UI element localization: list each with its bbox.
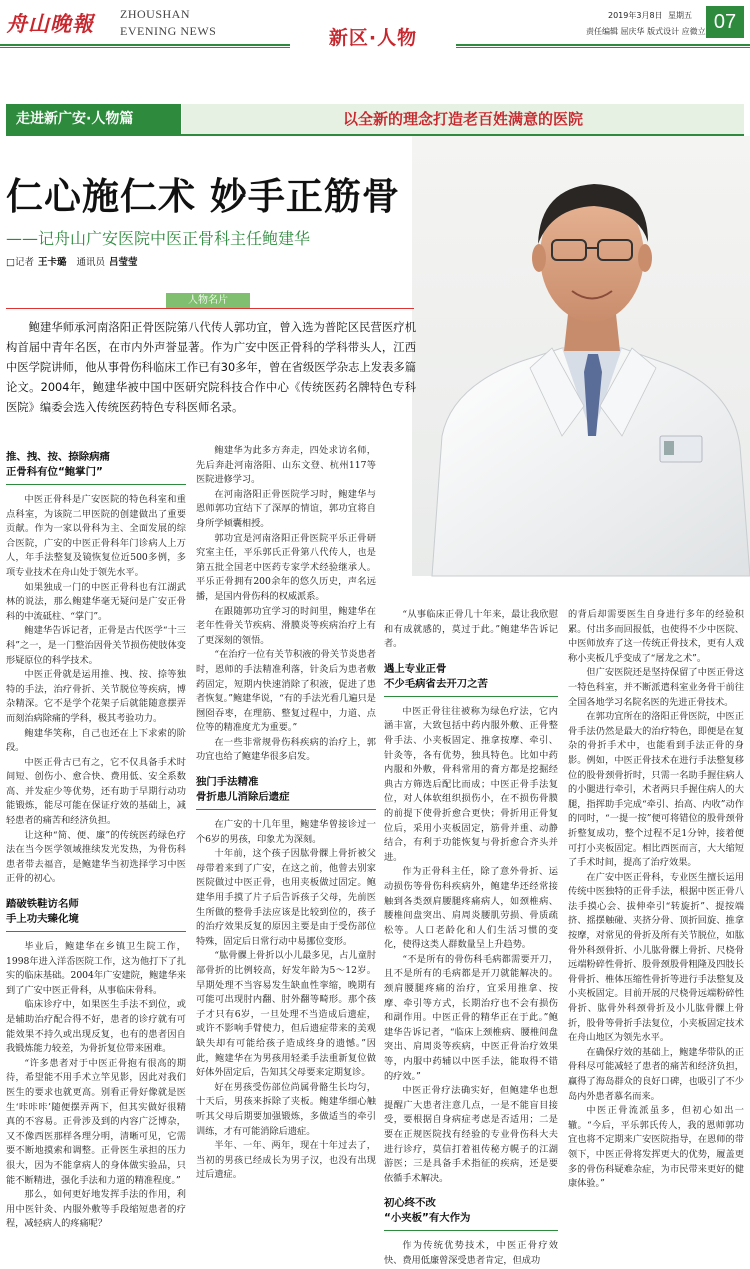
paragraph: 那么，如何更好地发挥手法的作用，利用中医针灸、内服外敷等手段缩短患者的疗程，减轻病人的疼痛呢？ (6, 1189, 186, 1230)
article-column-4 (568, 608, 744, 1244)
section-2-title-line1: 踏破铁鞋访名师 (6, 898, 79, 911)
profile-text: 鲍建华师承河南洛阳正骨医院第八代传人郭功宜，曾入选为普陀区民营医疗机构首届中青年名医，在市内外声誉显著。作为广安中医正骨科的学科带头人，江西中医学院讲师，他从事骨伤科临床工作已有30多年，曾在省级医学杂志上发表多篇论文。2004年，鲍建华被中国中医研究院科技合作中心《传统医药名牌特色专科医院》编委会选入传统医药特色专科医师名录。 (6, 321, 416, 414)
paragraph: 中医正骨科是广安医院的特色科室和重点科室，为该院二甲医院的创建做出了重要贡献。作为一家以骨科为主、全面发展的综合医院，广安的中医正骨科年门诊病人上万人，年手法整复及镜恢复位近500多例，多项专业技术在舟山处于领先水平。 (6, 494, 186, 578)
paragraph: 在确保疗效的基础上，鲍建华带队的正骨科尽可能减轻了患者的痛苦和经济负担，赢得了海岛群众的良好口碑，也吸引了不少岛内外患者慕名而来。 (568, 1046, 744, 1102)
section-5-title-line2: “小夹板”有大作为 (384, 1212, 471, 1225)
reporter-label: □记者 (6, 257, 34, 268)
section-label-box (290, 22, 456, 54)
section-3-title-line1: 独门手法精准 (196, 776, 259, 789)
issue-date: 2019年3月8日 (608, 11, 663, 20)
correspondent-label: 通讯员 (76, 257, 106, 268)
paragraph: “肱骨髁上骨折以小儿最多见，占儿童肘部骨折的比例较高，好发年龄为5～12岁。早期处理不当容易发生缺血性挛缩，晚期有可能可出现肘内翻、肘外翻等畸形。那个孩子才只有6岁，一旦处理不当造成后遗症，或许不影响手臂使力，但后遗症带来的美观缺失却有可能给孩子造成终身的遗憾。”因此，鲍建华在为男孩用轻柔手法重新复位做好体外固定后，告知其父母要来定期复诊。 (196, 950, 376, 1079)
paragraph: 如果独成一门的中医正骨科也有江湖武林的说法，那么鲍建华毫无疑问是广安正骨科的中流砥柱、“掌门”。 (6, 581, 186, 622)
section-3-title-line2: 骨折患儿消除后遗症 (196, 791, 290, 804)
paragraph: “许多患者对于中医正骨抱有很高的期待，希望能不用手术立竿见影，因此对我们医生的要求也就更高。别看正骨好像就是医生‘咔咔咔’随便摆弄两下，但其实做好很精真的不容易。正骨涉及到的内容广泛博杂，又不像西医那样各理分明，清晰可见，它需要不断地摸索和调整。正骨医生承担的压力很大，因为不能拿病人的身体做实验品，只能不断精进，强化手法和力道的精准程度。” (6, 1057, 186, 1186)
paragraph: 在跟随郭功宜学习的时间里，鲍建华在老年性骨关节疾病、滑膜炎等疾病治疗上有了更深刻的领悟。 (196, 605, 376, 646)
byline (6, 254, 148, 268)
editor-credits: 责任编辑 屈庆华 版式设计 应微立 (586, 27, 706, 36)
section-2-title-line2: 手上功夫臻化境 (6, 913, 79, 926)
section-1-title-line2: 正骨科有位“鲍掌门” (6, 466, 103, 478)
paragraph: 作为正骨科主任，除了意外骨折、运动损伤等骨伤科疾病外，鲍建华还经常接触到各类颈肩腰腿疼痛病人，如颈椎病、腰椎间盘突出、肩周炎腰肌劳损、骨质疏松等。人口老龄化和人们生活习惯的变化，使得这类人群数量呈上升趋势。 (384, 866, 558, 951)
paragraph: 中医正骨往往被称为绿色疗法，它内涵丰富，大致包括中药内服外敷、正骨整骨手法、小夹板固定、推拿按摩、牵引、针灸等，各有优势，独具特色。比如中药内服和外敷，骨科常用的膏方都是挖掘经典古方筛选后配比而成；中医正骨手法复位，对人体软组织损伤小，在不损伤骨膜的前提下使骨折愈合更快；骨折用正骨复位后，采用小夹板固定，筋骨并重、动静结合，有利于功能恢复与骨折愈合齐头并进。 (384, 705, 558, 863)
section-4-title-line2: 不少毛病省去开刀之苦 (384, 677, 488, 690)
newspaper-logo: 舟山晚報 (6, 11, 94, 36)
article-column-1 (6, 444, 186, 1244)
newspaper-name-en-line1: ZHOUSHAN (120, 7, 190, 21)
paragraph: 在一些非常规骨伤科疾病的治疗上，郭功宜也给了鲍建华很多启发。 (196, 736, 376, 763)
reporter-name: 王卡璐 (37, 257, 67, 268)
paragraph: 在郭功宜所在的洛阳正骨医院，中医正骨手法仍然是最大的治疗特色，即便是在复杂的骨折手术中，也能看到手法正骨的身影。例如，中医正骨技术在进行手法整复移位的股骨颈骨折时，只需一名助手握住病人的小腿进行牵引，术者两只手握住病人的大腿，指挥助手完成“牵引、抬高、内收”动作的同时，“一提一按”便可将错位的股骨颈骨折整复成功，整个过程不足1分钟，接着便可打小夹板固定。相比西医而言，大大缩短了手术时间，提高了治疗效果。 (568, 711, 744, 869)
section-5-rule (384, 1230, 558, 1231)
section-4-title-line1: 遇上专业正骨 (384, 662, 447, 675)
column-name: 走进新广安·人物篇 (6, 104, 181, 134)
slogan: 以全新的理念打造老百姓满意的医院 (342, 110, 583, 128)
subheadline: ——记舟山广安医院中医正骨科主任鲍建华 (6, 229, 311, 248)
article-column-2 (196, 444, 376, 1244)
paragraph: 毕业后，鲍建华在乡镇卫生院工作，1998年进入洋岙医院工作，这为他打下了扎实的临床基础。2004年广安建院，鲍建华来到了广安中医正骨科，从事临床骨科。 (6, 941, 186, 996)
paragraph: 在河南洛阳正骨医院学习时，鲍建华与恩师郭功宜结下了深厚的情谊，郭功宜将自身所学倾囊相授。 (196, 488, 376, 529)
section-2-rule (6, 931, 186, 932)
paragraph: “不是所有的骨伤科毛病都需要开刀，且不是所有的毛病都是开刀就能解决的。颈肩腰腿疼痛的治疗，宜采用推拿、按摩、牵引等方式，长期治疗也不会有损伤和副作用。中医正骨的精华正在于此。”鲍建华告诉记者，“临床上颈椎病、腰椎间盘突出、肩周炎等疾病，中医正骨治疗效果等，内服中药辅以中医手法，能取得不错的疗效。” (384, 953, 558, 1082)
paragraph: 中医正骨流派虽多，但初心如出一辙。“今后，平乐郭氏传人，我的恩师郭功宜也将不定期来广安医院指导，在恩师的带领下，中医正骨将发挥更大的优势，履盖更多的骨伤科疑难杂症，为市民带来更好的健康体验。” (568, 1105, 744, 1190)
paragraph: 的背后却需要医生自身进行多年的经验积累。付出多而回报低，也使得不少中医院、中医师放弃了这一传统正骨技术，更有人戏称小夹板几乎变成了“屠龙之术”。 (568, 609, 744, 664)
article-column-3 (384, 608, 558, 1266)
headline: 仁心施仁术 妙手正筋骨 (6, 175, 400, 218)
section-5-title-line1: 初心终不改 (384, 1197, 436, 1210)
section-1-title-line1: 推、拽、按、捺除病痛 (6, 451, 110, 463)
issue-weekday: 星期五 (668, 11, 692, 20)
paragraph: 作为传统优势技术，中医正骨疗效快、费用低廉曾深受患者肯定，但成功 (384, 1240, 558, 1266)
section-1-rule (6, 484, 186, 485)
paragraph: 但广安医院还是坚持保留了中医正骨这一特色科室，并不断派遣科室业务骨干前往全国各地学习名院名医的先进正骨技术。 (568, 667, 744, 708)
section-3-rule (196, 809, 376, 810)
paragraph: 鲍建华为此多方奔走，四处求访名师，先后奔赴河南洛阳、山东文登、杭州117等医院进修学习。 (196, 445, 376, 486)
paragraph: 在广安的十几年里，鲍建华曾接诊过一个6岁的男孩，印象尤为深刻。 (196, 819, 376, 845)
section-4-rule (384, 696, 558, 697)
paragraph: 中医正骨就是运用推、拽、按、捺等独特的手法，治疗骨折、关节脱位等疾病，博杂精深。它不是学个花架子后就能随意摆弄而刻治病除痛的学科，极其考验功力。 (6, 669, 186, 724)
paragraph: “在治疗一位有关节积液的骨关节炎患者时，恩师的手法精准利落，针灸后为患者敷药固定，短期内快速消除了积液，促进了患者恢复。”鲍建华说，“有的手法光看几遍只是囫囵吞枣，在理筋、整复过程中，力道、点位等的精准度尤为重要。” (196, 649, 376, 734)
paragraph: 十年前，这个孩子因肱骨髁上骨折被父母带着来到了广安，在这之前，他曾去别家医院做过中医正骨，也用夹板做过固定。鲍建华用手摸了片子后告诉孩子父母，先前医生所做的整骨手法应该是比较到位的，孩子的治疗效果反复的原因主要是由于受伤部位特殊，固定后日常行动中易挪位变形。 (196, 848, 376, 947)
newspaper-name-en-line2: EVENING NEWS (120, 24, 217, 38)
profile-tag: 人物名片 (166, 293, 250, 309)
paragraph: 让这种“简、便、廉”的传统医药绿色疗法在当今医学领域推续发光发热，为骨伤科患者带去福音，是鲍建华当初选择学习中医正骨的初心。 (6, 829, 186, 885)
paragraph: 好在男孩受伤部位尚属骨骼生长均匀，十天后，男孩来拆除了夹板。鲍建华细心触听其父母后期要加强锻炼，多做适当的牵引训练，才有可能消除后遗症。 (196, 1081, 376, 1137)
paragraph: 半年、一年、两年，现在十年过去了，当初的男孩已经成长为男子汉，也没有出现过后遗症。 (196, 1140, 376, 1181)
slogan-box (182, 104, 744, 134)
paragraph: 中医正骨疗法确实好，但鲍建华也想提醒广大患者注意几点，一是不能盲目接受，要根据自身病症考虑是否适用；二是要在正规医院找有经验的专业骨伤科大夫进行诊疗，莫信打着祖传秘方幌子的江湖游医；三是具备手术指征的疾病，还是要依循手术解决。 (384, 1085, 558, 1184)
profile-rule-top (6, 308, 414, 309)
paragraph: “从事临床正骨几十年来，最让我欣慰和有成就感的，莫过于此。”鲍建华告诉记者。 (384, 609, 558, 650)
paragraph: 郭功宜是河南洛阳正骨医院平乐正骨研究室主任，平乐郭氏正骨第八代传人，也是第五批全国老中医药专家学术经验继承人。平乐正骨拥有200余年的悠久历史，声名远播，是国内骨伤科的权威派系。 (196, 532, 376, 602)
page-number: 07 (706, 6, 744, 38)
correspondent-name: 吕莹莹 (109, 257, 138, 268)
paragraph: 在广安中医正骨科，专业医生擅长运用传统中医独特的正骨手法，根据中医正骨八法手摸心会、拔伸牵引“转旋折”、提按端挤、摇摆触碰、夹挤分骨、顶折回旋、推拿按摩，对常见的骨折及所有关节脱位，如肱骨外科颈骨折、小儿肱骨髁上骨折、尺桡骨远端粉碎性骨折、股骨颈股骨粗隆及四肢长骨骨折、椎体压缩性骨折等进行手法整复及小夹板固定。目前开展的尺桡骨远端粉碎性骨折、肱骨外科颈骨折及小儿肱骨髁上骨折，股骨等骨折手法复位，小夹板固定技术在舟山地区为领先水平。 (568, 871, 744, 1044)
section-title: 新区·人物 (328, 27, 418, 49)
paragraph: 鲍建华告诉记者，正骨是古代医学“十三科”之一，是一门整治因骨关节损伤使肢体变形疑原位的科学技术。 (6, 625, 186, 666)
paragraph: 中医正骨古已有之，它不仅具备手术时间短、创伤小、愈合快、费用低、安全系数高、并发症少等优势，还有助于早期行动功能锻炼，能尽可能在保证疗效的基础上，减轻患者的痛苦和经济负担。 (6, 756, 186, 827)
paragraph: 临床诊疗中，如果医生手法不到位，或是辅助治疗配合得不好，患者的诊疗就有可能效果不持久或出现反复，也有的患者因自我锻炼能力较差，为骨折复位带来困难。 (6, 999, 186, 1055)
paragraph: 鲍建华笑称，自己也还在上下求索的阶段。 (6, 727, 186, 754)
